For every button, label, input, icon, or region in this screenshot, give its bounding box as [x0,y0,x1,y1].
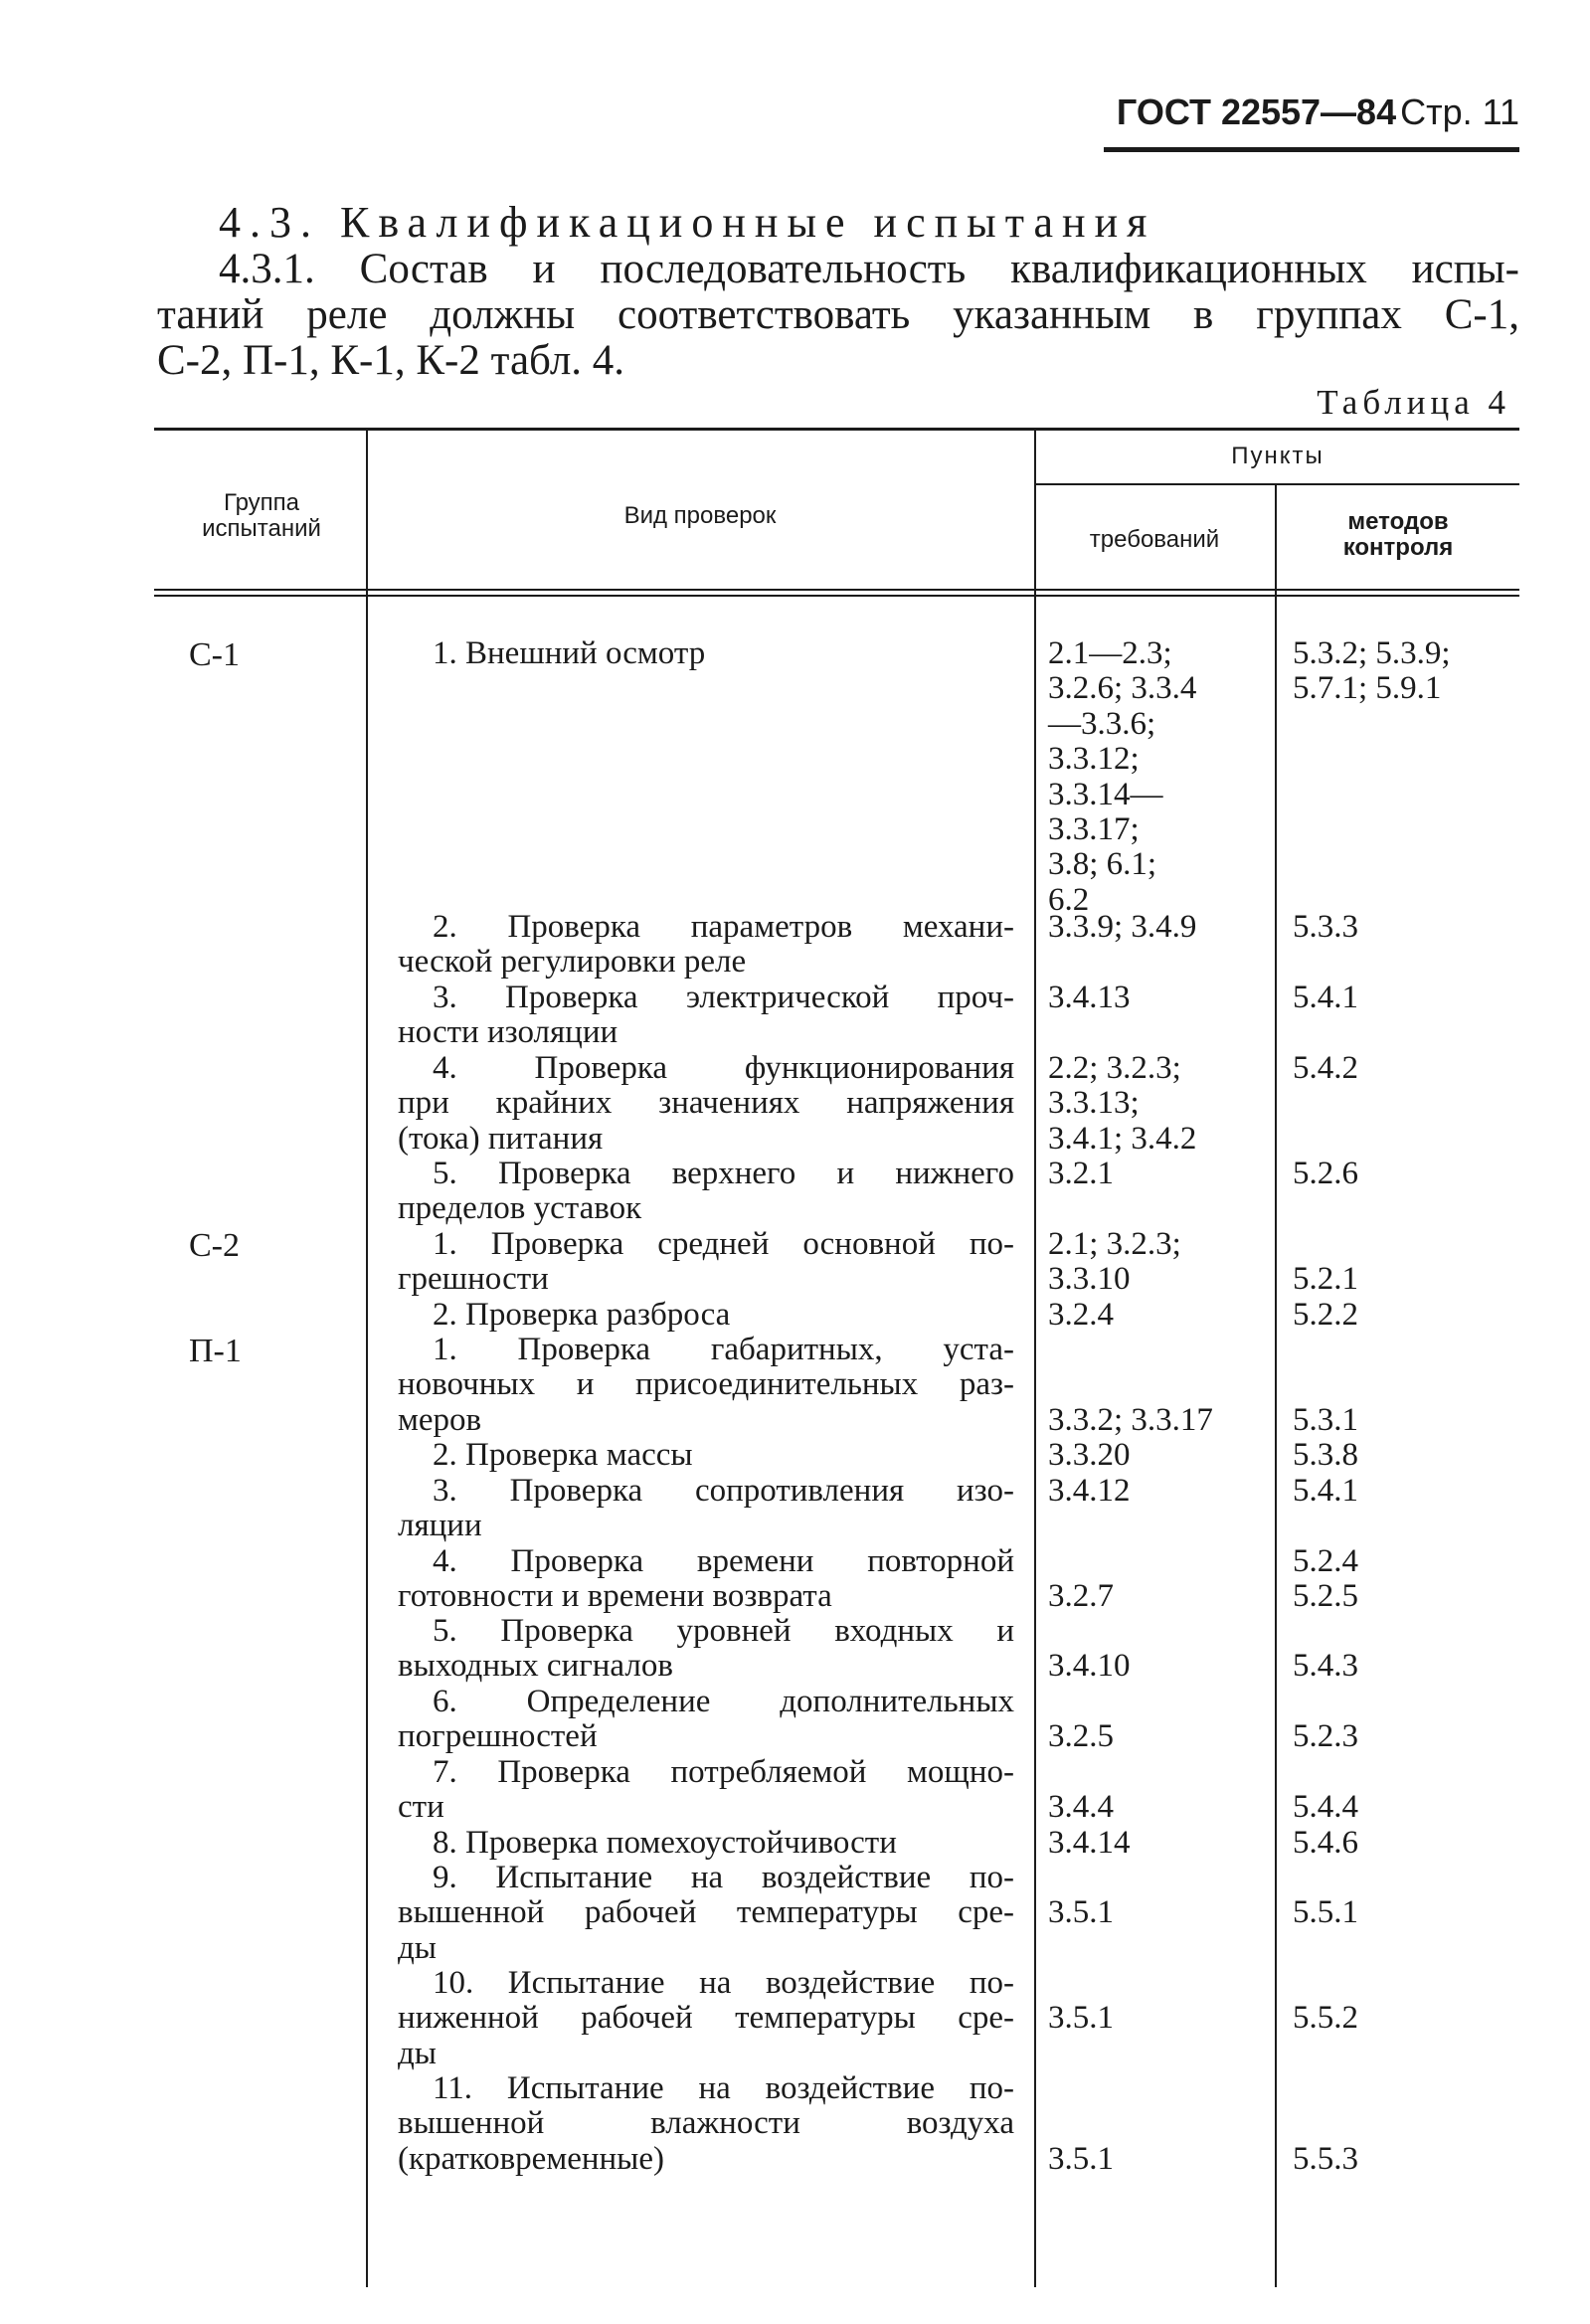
check-type-cell [398,1298,1014,1333]
check-type-line: ды [398,2035,437,2071]
requirements-clauses-cell: 3.5.1 [1048,1894,1114,1931]
check-type-line: погрешностей [398,1718,598,1755]
check-type-line: вышенной влажности воздуха [398,2105,1014,2142]
intro-line: 4.3.1. Состав и последовательность квалификационных испы- [219,246,1519,292]
check-type-line: выходных сигналов [398,1648,673,1685]
requirements-clauses-cell: 3.3.2; 3.3.17 [1048,1401,1213,1438]
requirements-clauses-cell: 3.4.4 [1048,1789,1114,1826]
check-type-line: (тока) питания [398,1120,604,1157]
check-type-cell [398,1157,1014,1227]
requirements-clauses-cell: 3.2.4 [1048,1297,1114,1333]
check-type-line: 2. Проверка разброса [433,1297,731,1333]
control-methods-clauses-cell: 5.2.4 5.2.5 [1293,1543,1358,1615]
check-type-cell [398,2071,1014,2177]
control-methods-clauses-cell: 5.3.8 [1293,1437,1358,1473]
requirements-clauses-cell: 2.1—2.3; 3.2.6; 3.3.4 —3.3.6; 3.3.12; 3.3.14— 3.3.17; 3.8; 6.1; 6.2 [1048,635,1197,918]
check-type-cell [398,1051,1014,1157]
requirements-clauses-cell: 3.2.7 [1048,1578,1114,1615]
intro-paragraph [157,247,1519,384]
header-requirements: требований [1089,526,1220,553]
control-methods-clauses-cell: 5.3.1 [1293,1401,1358,1438]
check-type-line: 5. Проверка уровней входных и [433,1613,1014,1649]
requirements-clauses-cell: 3.4.13 [1048,980,1131,1015]
column-divider-group [366,430,368,2287]
control-methods-clauses-cell: 5.5.3 [1293,2140,1358,2177]
requirements-clauses-cell: 3.2.1 [1048,1156,1114,1191]
requirements-clauses-cell: 3.5.1 [1048,2140,1114,2177]
column-divider-items [1275,485,1277,2287]
check-type-line: 3. Проверка электрической проч- [433,980,1014,1015]
header-bottom-rule [154,589,1519,591]
check-type-line: готовности и времени возврата [398,1578,832,1615]
check-type-line: 1. Проверка средней основной по- [433,1226,1014,1262]
page-number: Стр. 11 [1400,91,1519,132]
requirements-clauses-cell: 3.4.14 [1048,1825,1131,1861]
test-group-cell: С-1 [189,636,240,673]
check-type-line: 1. Проверка габаритных, уста- [433,1332,1014,1367]
control-methods-clauses-cell: 5.4.2 [1293,1050,1358,1086]
running-header [1104,91,1519,152]
header-group-line: Группа [223,489,300,516]
items-header-rule [1034,483,1519,485]
check-type-line: 8. Проверка помехоустойчивости [433,1825,897,1861]
header-methods-line: методов [1347,508,1449,535]
check-type-cell [398,1966,1014,2071]
check-type-cell [398,1474,1014,1544]
check-type-cell [398,1861,1014,1966]
control-methods-clauses-cell: 5.2.3 [1293,1718,1358,1755]
requirements-clauses-cell: 3.3.20 [1048,1437,1131,1473]
test-group-cell: П-1 [189,1333,242,1369]
check-type-line: ниженной рабочей температуры сре- [398,2000,1014,2037]
check-type-line: 10. Испытание на воздействие по- [433,1965,1014,2001]
header-group [159,490,364,542]
header-methods-line: контроля [1342,534,1454,561]
control-methods-clauses-cell: 5.4.1 [1293,1473,1358,1509]
check-type-cell [398,981,1014,1051]
check-type-line: 3. Проверка сопротивления изо- [433,1473,1014,1509]
check-type-cell [398,1614,1014,1685]
check-type-cell [398,1755,1014,1826]
column-divider-check [1034,430,1036,2287]
control-methods-clauses-cell: 5.2.6 [1293,1156,1358,1191]
requirements-clauses-cell: 3.4.10 [1048,1648,1131,1685]
header-items: Пункты [1231,443,1325,469]
test-group-cell: С-2 [189,1227,240,1264]
check-type-line: пределов уставок [398,1190,642,1227]
check-type-line: ности изоляции [398,1014,618,1051]
table-top-rule [154,428,1519,431]
control-methods-clauses-cell: 5.5.1 [1293,1894,1358,1931]
check-type-line: вышенной рабочей температуры сре- [398,1894,1014,1931]
check-type-line: 1. Внешний осмотр [433,635,706,671]
header-group-line: испытаний [202,515,321,542]
table-caption: Таблица 4 [1317,383,1510,422]
requirements-clauses-cell: 2.2; 3.2.3; 3.3.13; 3.4.1; 3.4.2 [1048,1050,1197,1157]
control-methods-clauses-cell: 5.5.2 [1293,2000,1358,2037]
control-methods-clauses-cell: 5.4.1 [1293,980,1358,1015]
check-type-line: 9. Испытание на воздействие по- [433,1860,1014,1895]
check-type-cell [398,1544,1014,1615]
check-type-line: 5. Проверка верхнего и нижнего [433,1156,1014,1191]
control-methods-clauses-cell: 5.4.6 [1293,1825,1358,1861]
check-type-line: (кратковременные) [398,2140,664,2177]
intro-line: таний реле должны соответствовать указанным в группах С-1, [157,291,1519,338]
check-type-cell [398,1227,1014,1298]
control-methods-clauses-cell: 5.3.2; 5.3.9; 5.7.1; 5.9.1 [1293,635,1451,707]
intro-line: С-2, П-1, К-1, К-2 табл. 4. [157,337,625,384]
check-type-line: ляции [398,1508,482,1544]
control-methods-clauses-cell: 5.2.2 [1293,1297,1358,1333]
check-type-cell [398,1333,1014,1438]
check-type-line: сти [398,1789,444,1826]
check-type-cell [398,1826,1014,1861]
control-methods-clauses-cell: 5.3.3 [1293,909,1358,945]
check-type-line: 4. Проверка функционирования [433,1050,1014,1086]
standard-number: ГОСТ 22557—84 [1116,91,1397,132]
header-check: Вид проверок [623,502,777,529]
check-type-cell [398,1685,1014,1755]
control-methods-clauses-cell: 5.4.4 [1293,1789,1358,1826]
requirements-clauses-cell: 3.5.1 [1048,2000,1114,2037]
control-methods-clauses-cell: 5.4.3 [1293,1648,1358,1685]
check-type-line: меров [398,1401,482,1438]
check-type-cell [398,636,1014,671]
check-type-line: 4. Проверка времени повторной [433,1543,1014,1579]
header-methods [1277,509,1519,561]
check-type-line: ды [398,1929,437,1966]
check-type-line: 11. Испытание на воздействие по- [433,2070,1014,2106]
requirements-clauses-cell: 3.4.12 [1048,1473,1131,1509]
check-type-cell [398,1438,1014,1473]
check-type-line: грешности [398,1261,549,1298]
check-type-line: 2. Проверка массы [433,1437,693,1473]
requirements-clauses-cell: 3.3.9; 3.4.9 [1048,909,1197,945]
control-methods-clauses-cell: 5.2.1 [1293,1261,1358,1298]
header-bottom-rule-2 [154,595,1519,597]
check-type-line: 7. Проверка потребляемой мощно- [433,1754,1014,1790]
check-type-line: ческой регулировки реле [398,944,747,981]
check-type-cell [398,910,1014,981]
check-type-line: новочных и присоединительных раз- [398,1366,1014,1403]
requirements-clauses-cell: 3.2.5 [1048,1718,1114,1755]
check-type-line: 2. Проверка параметров механи- [433,909,1014,945]
requirements-clauses-cell: 2.1; 3.2.3; 3.3.10 [1048,1226,1181,1298]
section-heading: 4.3. Квалификационные испытания [219,198,1156,247]
check-type-line: при крайних значениях напряжения [398,1085,1014,1122]
check-type-line: 6. Определение дополнительных [433,1684,1014,1719]
